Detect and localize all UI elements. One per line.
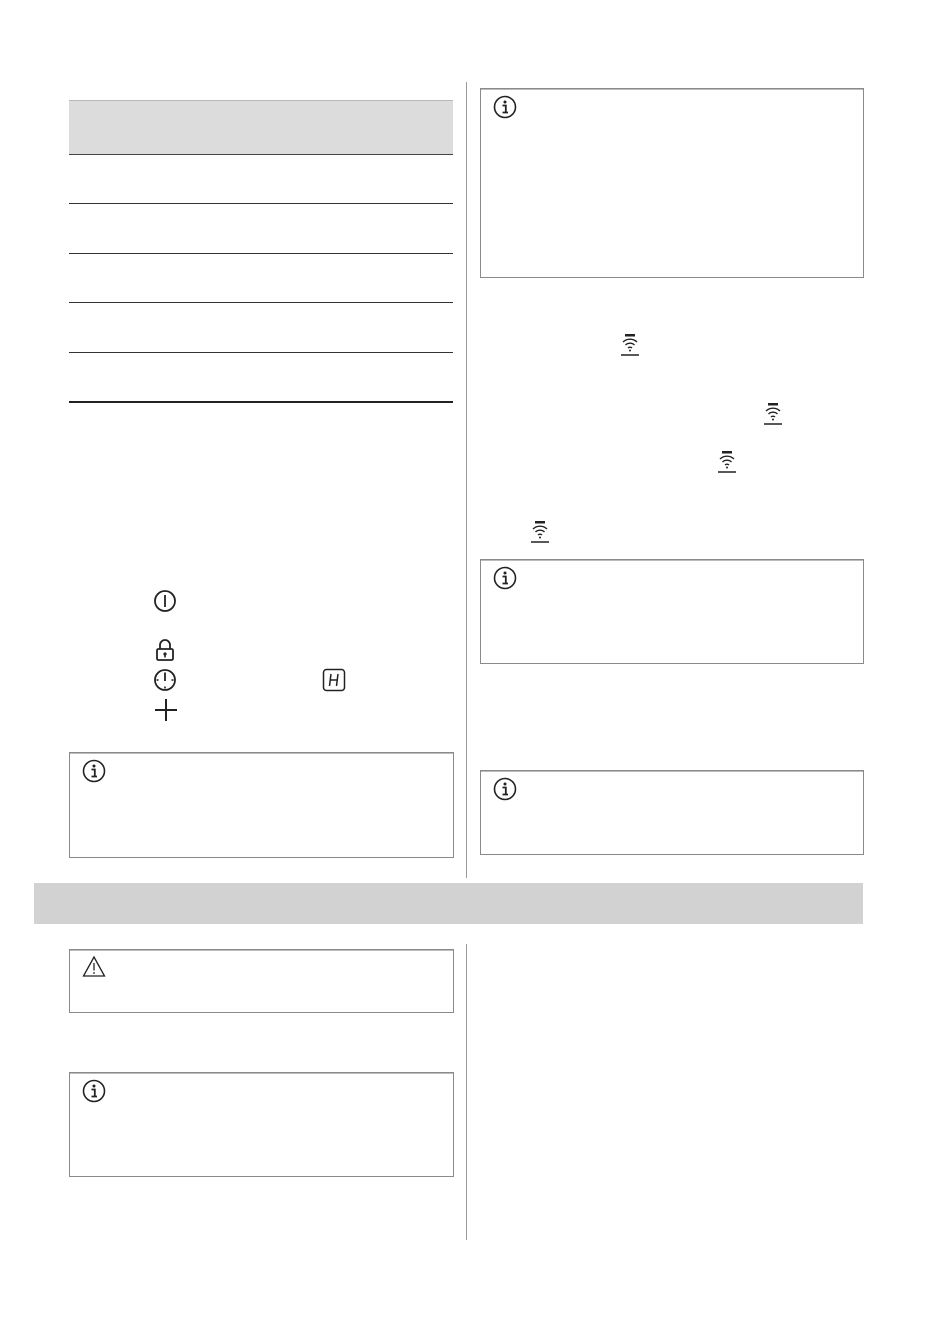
residual-heat-h-icon	[322, 668, 346, 692]
info-note-box	[480, 88, 864, 278]
power-icon	[153, 589, 177, 613]
hob2hood-icon	[619, 333, 641, 357]
table-row	[69, 304, 453, 353]
hob2hood-icon	[529, 520, 551, 544]
info-note-box	[69, 1072, 454, 1177]
info-circle-icon	[82, 759, 106, 783]
column-divider-bottom	[466, 944, 467, 1240]
info-note-box	[69, 752, 454, 858]
table-row	[69, 205, 453, 254]
hob2hood-icon	[716, 450, 738, 474]
lock-icon	[154, 638, 176, 662]
info-circle-icon	[82, 1079, 106, 1103]
section-heading-band	[34, 883, 863, 924]
info-circle-icon	[493, 566, 517, 590]
warning-note-box	[69, 949, 454, 1013]
info-note-box	[480, 559, 864, 664]
info-circle-icon	[493, 777, 517, 801]
info-circle-icon	[493, 95, 517, 119]
warning-triangle-icon	[82, 955, 106, 979]
hob2hood-icon	[762, 402, 784, 426]
table-row	[69, 353, 453, 403]
info-note-box	[480, 770, 864, 855]
table-row	[69, 155, 453, 204]
plus-icon	[153, 697, 179, 723]
table-header	[69, 100, 453, 155]
column-divider-top	[466, 82, 467, 878]
table-row	[69, 254, 453, 303]
timer-icon	[153, 668, 177, 692]
